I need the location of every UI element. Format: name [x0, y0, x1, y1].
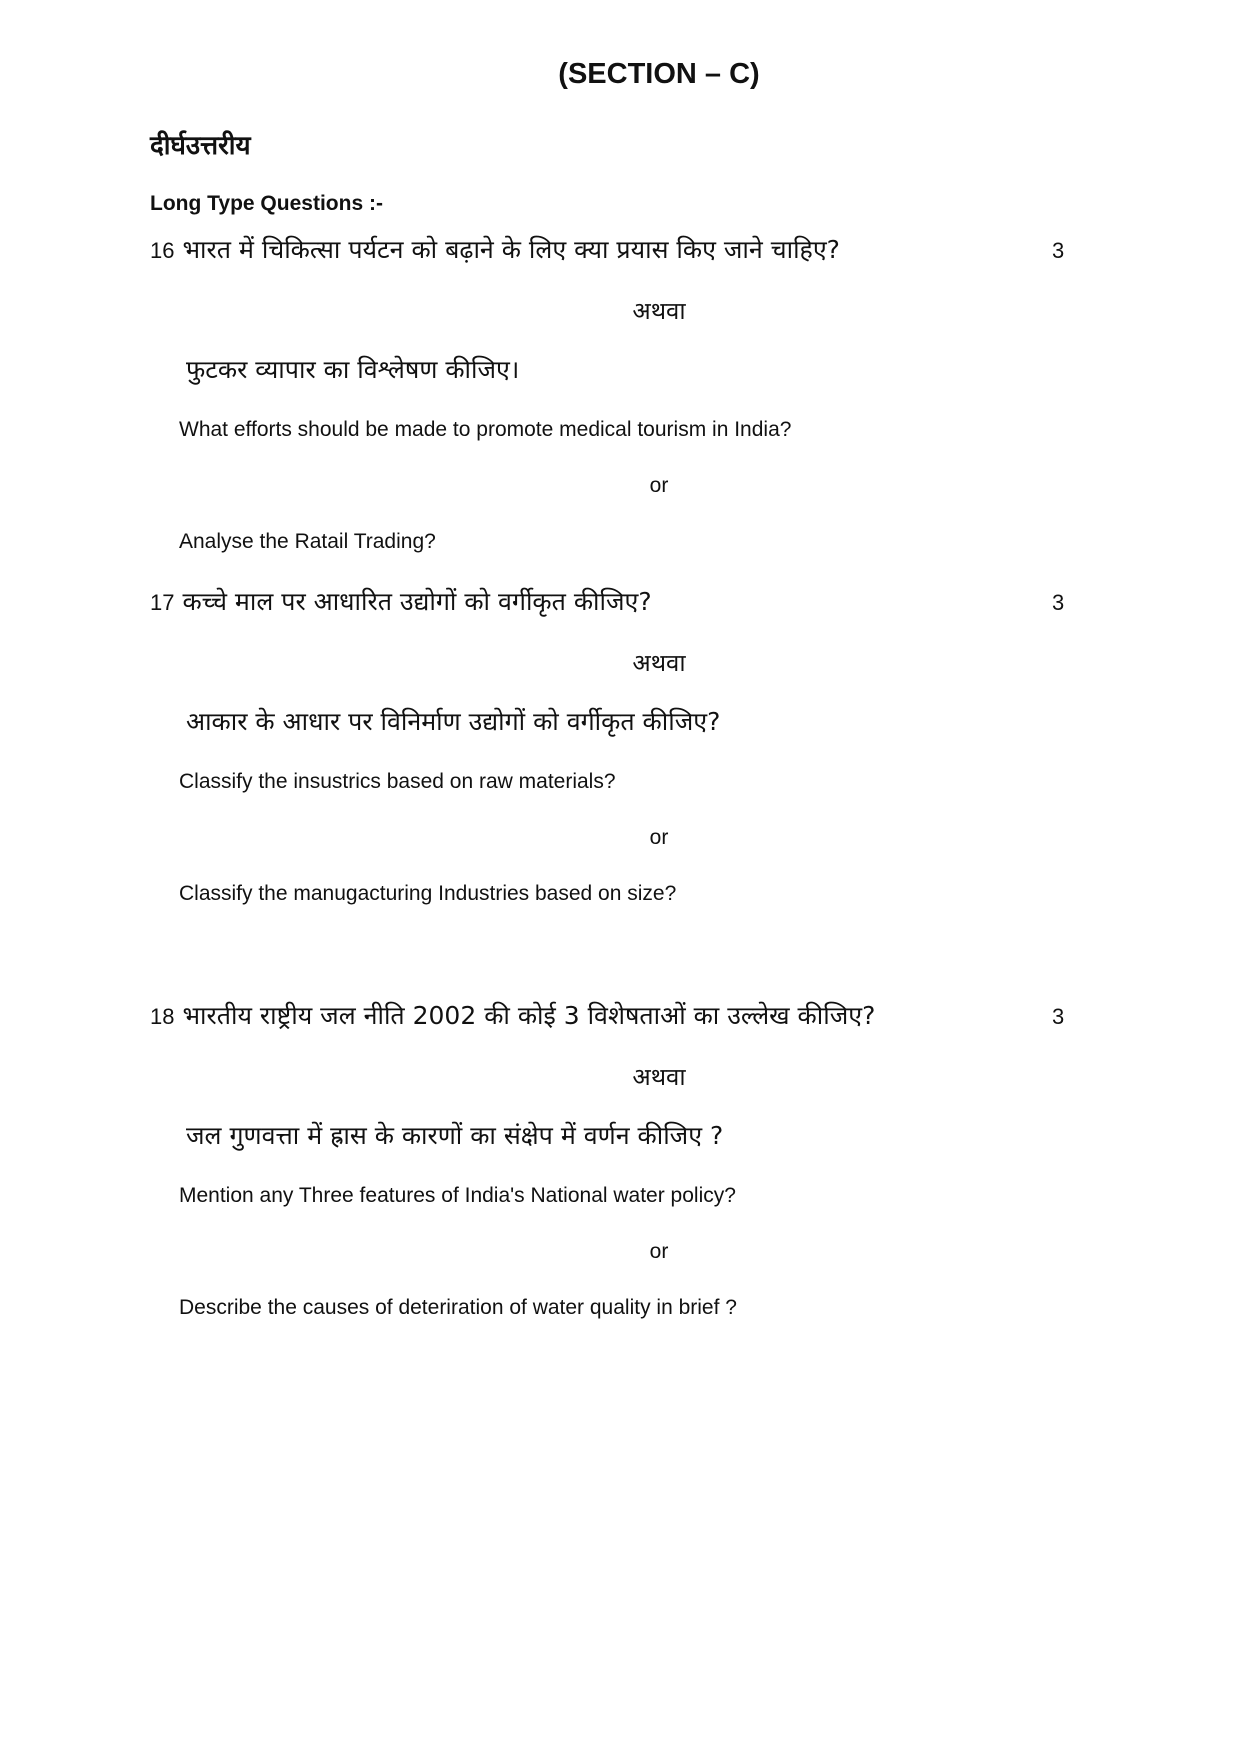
question-16-or-english: or — [649, 474, 669, 497]
question-16-alt-hindi: फुटकर व्यापार का विश्लेषण कीजिए। — [186, 355, 520, 384]
question-18-marks: 3 — [1052, 1004, 1065, 1029]
question-17-alt-english: Classify the manugacturing Industries based on size? — [179, 882, 677, 905]
hindi-heading: दीर्घउत्तरीय — [150, 131, 251, 161]
question-16-or-hindi: अथवा — [632, 297, 686, 325]
question-17-marks: 3 — [1052, 590, 1065, 615]
question-16-english: What efforts should be made to promote medical tourism in India? — [179, 418, 792, 441]
question-18-alt-english: Describe the causes of deteriration of water quality in brief ? — [179, 1296, 737, 1319]
long-type-questions-heading: Long Type Questions :- — [150, 192, 383, 215]
question-17-or-english: or — [649, 826, 669, 849]
question-18-or-english: or — [649, 1240, 669, 1263]
question-17-english: Classify the insustrics based on raw materials? — [179, 770, 616, 793]
question-16-marks: 3 — [1052, 238, 1065, 263]
question-18-alt-hindi: जल गुणवत्ता में ह्रास के कारणों का संक्षेप में वर्णन कीजिए ? — [186, 1121, 724, 1150]
question-number: 18 — [150, 1004, 175, 1029]
question-18 — [150, 998, 875, 1032]
question-hindi-text: भारतीय राष्ट्रीय जल नीति 2002 की कोई 3 विशेषताओं का उल्लेख कीजिए? — [182, 1001, 876, 1030]
section-title: (SECTION – C) — [558, 58, 760, 90]
question-number: 17 — [150, 590, 175, 615]
question-17 — [150, 584, 652, 618]
question-16 — [150, 232, 840, 266]
question-number: 16 — [150, 238, 175, 263]
question-17-alt-hindi: आकार के आधार पर विनिर्माण उद्योगों को वर्गीकृत कीजिए? — [186, 707, 721, 736]
question-17-or-hindi: अथवा — [632, 649, 686, 677]
question-hindi-text: भारत में चिकित्सा पर्यटन को बढ़ाने के लिए क्या प्रयास किए जाने चाहिए? — [182, 235, 840, 264]
question-16-alt-english: Analyse the Ratail Trading? — [179, 530, 436, 553]
question-18-english: Mention any Three features of India's National water policy? — [179, 1184, 736, 1207]
question-18-or-hindi: अथवा — [632, 1063, 686, 1091]
question-hindi-text: कच्चे माल पर आधारित उद्योगों को वर्गीकृत कीजिए? — [182, 587, 652, 616]
